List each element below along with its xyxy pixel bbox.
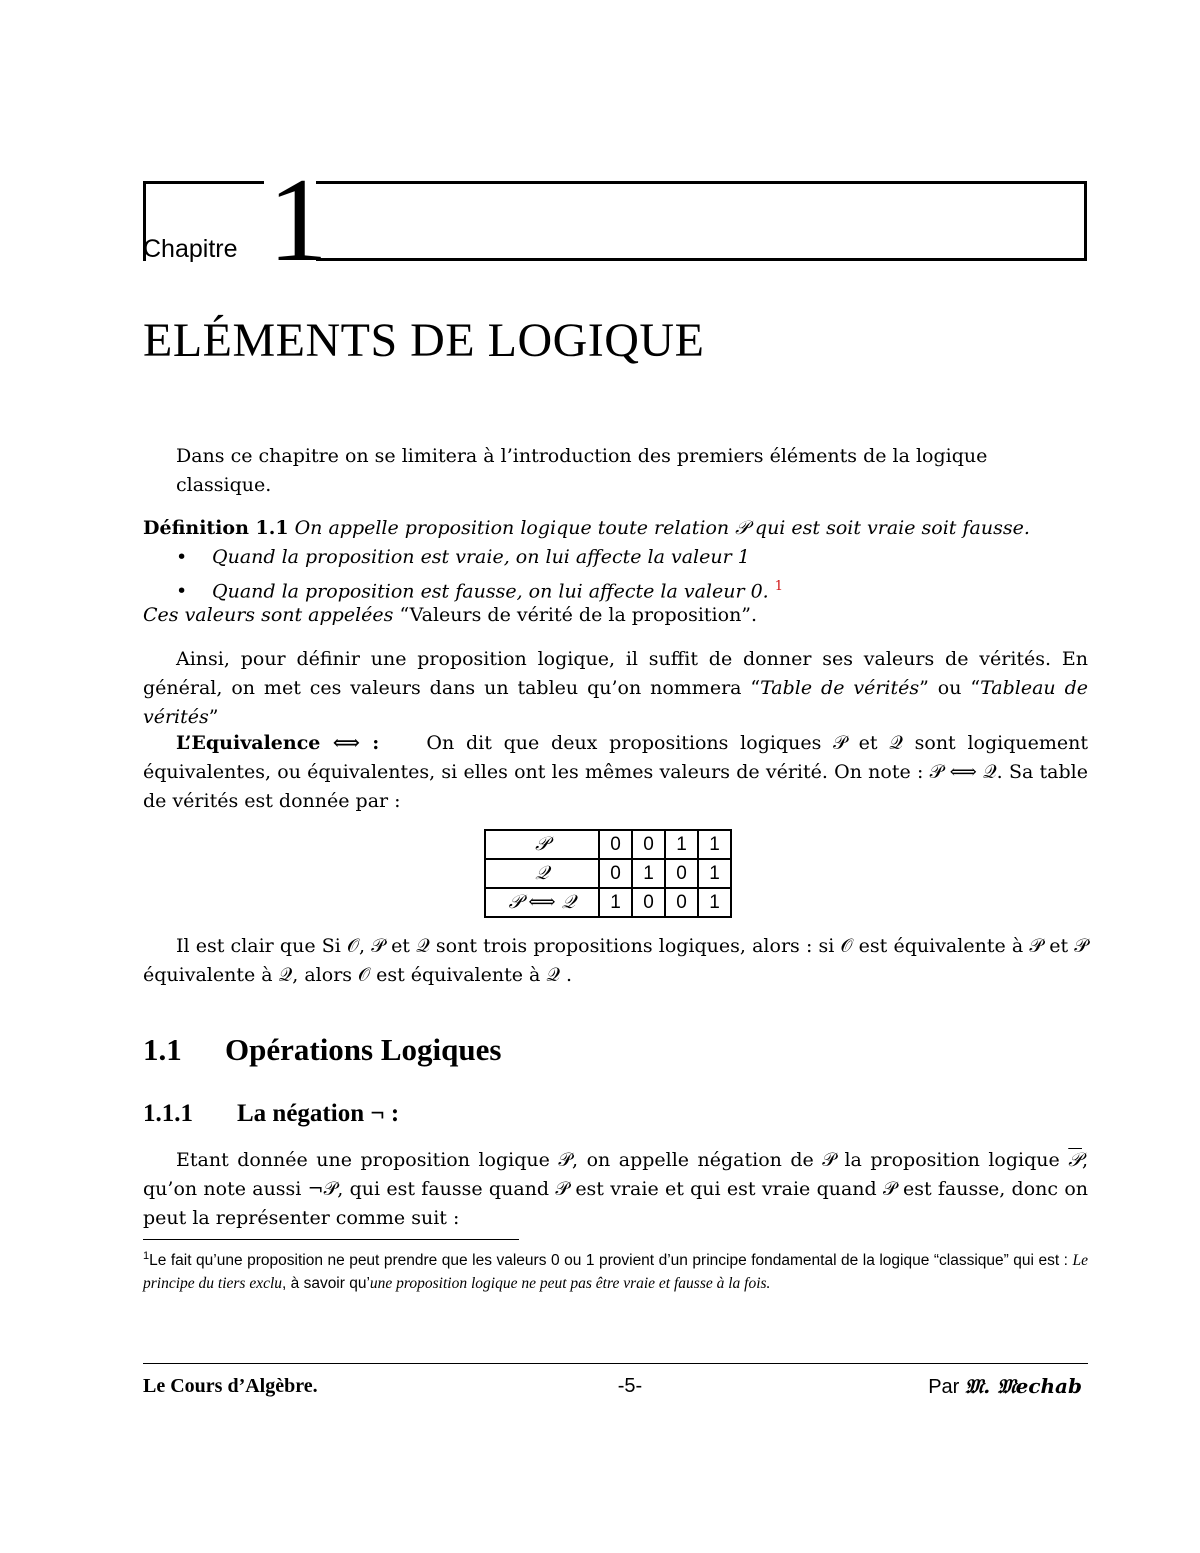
definition-label: Définition 1.1	[143, 517, 289, 539]
table-row: 𝒫 ⟺ 𝒬 1 0 0 1	[485, 888, 731, 917]
equivalence-text: On dit que deux propositions logiques 𝒫 et 𝒬 sont logiquement équivalentes, ou équivalentes, si elles ont les mêmes valeurs de vérité. On note : 𝒫 ⟺ 𝒬. Sa table de vérités est donnée par :	[143, 732, 1088, 812]
bullet-icon: •	[176, 580, 188, 603]
footer-author: Par 𝔐. 𝔐echab	[928, 1374, 1082, 1398]
paragraph-ainsi: Ainsi, pour définir une proposition logique, il suffit de donner ses valeurs de vérités. En général, on met ces valeurs dans un tableu qu’on nommera “Table de vérités” ou “Tableau de vérités”	[143, 648, 1088, 728]
footnote-reference[interactable]: 1	[774, 579, 784, 594]
footer-divider	[143, 1363, 1088, 1364]
bullet-icon: •	[176, 546, 188, 568]
table-row: 𝒬 0 1 0 1	[485, 859, 731, 888]
paragraph-equivalence	[143, 729, 1088, 816]
truth-table	[484, 829, 732, 918]
chapter-title: ELÉMENTS DE LOGIQUE	[143, 314, 705, 367]
subsection-heading: 1.1.1 La négation ¬ :	[143, 1100, 400, 1127]
page-number: -5-	[617, 1375, 643, 1397]
footnote: $^1$Le fait qu’une proposition ne peut prendre que les valeurs 0 ou 1 provient d’un principe fondamental de la logique “classique” qui est : Le principe du tiers exclu, à savoir qu’une proposition logique ne peut pas être vraie et fausse à la fois.	[143, 1250, 1088, 1293]
paragraph-negation: Etant donnée une proposition logique 𝒫, on appelle négation de 𝒫 la proposition logique 𝒫, qu’on note aussi ¬𝒫, qui est fausse quand 𝒫 est vraie et qui est vraie quand 𝒫 est fausse, donc on peut la représenter comme suit :	[143, 1149, 1088, 1229]
intro-paragraph: Dans ce chapitre on se limitera à l’introduction des premiers éléments de la logique classique.	[176, 445, 988, 496]
paragraph-clair: Il est clair que Si 𝒪, 𝒫 et 𝒬 sont trois propositions logiques, alors : si 𝒪 est équivalente à 𝒫 et 𝒫 équivalente à 𝒬, alors 𝒪 est équivalente à 𝒬 .	[143, 935, 1088, 986]
definition-closing: Ces valeurs sont appelées “Valeurs de vérité de la proposition”.	[143, 604, 758, 626]
chapter-number: 1	[268, 153, 328, 286]
definition	[143, 514, 1088, 543]
truth-table-wrapper	[484, 829, 732, 918]
definition-text: On appelle proposition logique toute relation 𝒫 qui est soit vraie soit fausse.	[294, 517, 1030, 539]
equivalence-title: L’Equivalence ⟺ :	[176, 732, 380, 754]
table-row: 𝒫 0 0 1 1	[485, 830, 731, 859]
footnote-divider	[143, 1239, 519, 1240]
footer-course-title: Le Cours d’Algèbre.	[143, 1375, 318, 1397]
section-heading: 1.1 Opérations Logiques	[143, 1032, 502, 1067]
definition-bullet: • Quand la proposition est fausse, on lui affecte la valeur 0. $^1$	[176, 572, 1076, 606]
chapter-box-right	[316, 181, 1087, 261]
chapter-label: Chapitre	[143, 235, 238, 263]
definition-bullet: • Quand la proposition est vraie, on lui affecte la valeur 1	[176, 543, 1076, 572]
